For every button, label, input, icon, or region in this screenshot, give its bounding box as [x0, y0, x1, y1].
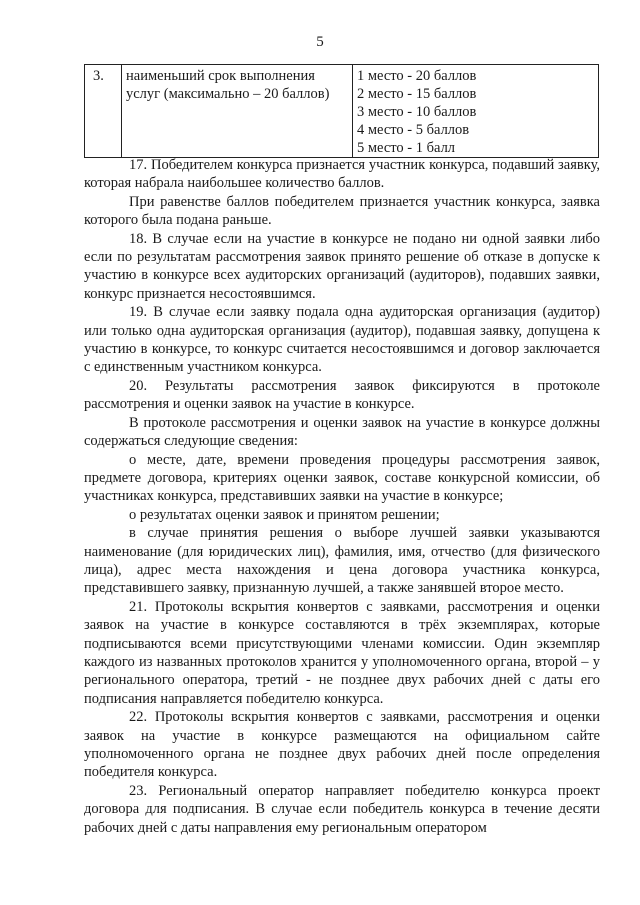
page-number: 5 — [316, 34, 324, 50]
points-line: 1 место - 20 баллов — [357, 68, 477, 84]
table-row — [85, 65, 599, 158]
paragraph-23: 23. Региональный оператор направляет победителю конкурса проект договора для подписания. В случае если победитель конкурса в течение десяти рабочих дней с даты направления ему региональным оператором — [84, 782, 600, 836]
paragraph-19: 19. В случае если заявку подала одна аудиторская организация (аудитор) или только одна аудиторская организация (аудитор), подавшая заявку, допущена к участию в конкурсе, то конкурс считается несостоявшимся и договор заключается с единственным участником конкурса. — [84, 304, 600, 376]
paragraph-20-item-place: о месте, дате, времени проведения процедуры рассмотрения заявок, предмете договора, критериях оценки заявок, составе конкурсной комиссии, об участниках конкурса, представивших заявки на участие в конкурсе; — [84, 451, 600, 505]
points-line: 3 место - 10 баллов — [357, 104, 477, 120]
criterion-points — [353, 65, 599, 158]
paragraph-21: 21. Протоколы вскрытия конвертов с заявками, рассмотрения и оценки заявок на участие в конкурсе составляются в трёх экземплярах, которые подписываются всеми присутствующими членами комиссии. Один экземпляр каждого из названных протоколов хранится у уполномоченного органа, второй – у регионального оператора, третий - не позднее двух рабочих дней с даты его подписания направляется победителю конкурса. — [84, 598, 600, 707]
points-line: 4 место - 5 баллов — [357, 122, 470, 138]
criterion-name: наименьший срок выполнения услуг (максимально – 20 баллов) — [122, 65, 353, 158]
document-body — [84, 156, 600, 837]
paragraph-17: 17. Победителем конкурса признается участник конкурса, подавший заявку, которая набрала наибольшее количество баллов. — [84, 157, 600, 192]
points-line: 5 место - 1 балл — [357, 140, 456, 156]
paragraph-20-item-best: в случае принятия решения о выборе лучшей заявки указываются наименование (для юридических лиц), фамилия, имя, отчество (для физического лица), адрес места нахождения и цена договора участника конкурса, представившего заявку, признанную лучшей, а также занявшей второе место. — [84, 525, 600, 597]
points-line: 2 место - 15 баллов — [357, 86, 477, 102]
paragraph-22: 22. Протоколы вскрытия конвертов с заявками, рассмотрения и оценки заявок на участие в конкурсе размещаются на официальном сайте уполномоченного органа не позднее двух рабочих дней после определения победителя конкурса. — [84, 709, 600, 781]
paragraph-18: 18. В случае если на участие в конкурсе не подано ни одной заявки либо если по результатам рассмотрения заявок принято решение об отказе в допуске к участию в конкурсе всех аудиторских организаций (аудиторов), подавших заявки, конкурс признается несостоявшимся. — [84, 230, 600, 302]
paragraph-17-tie: При равенстве баллов победителем признается участник конкурса, заявка которого была подана раньше. — [84, 193, 600, 229]
paragraph-20-item-results: о результатах оценки заявок и принятом решении; — [129, 506, 440, 523]
paragraph-20-protocol: В протоколе рассмотрения и оценки заявок на участие в конкурсе должны содержаться следующие сведения: — [84, 414, 600, 450]
criterion-number: 3. — [85, 65, 122, 158]
paragraph-20: 20. Результаты рассмотрения заявок фиксируются в протоколе рассмотрения и оценки заявок на участие в конкурсе. — [84, 377, 600, 413]
criteria-table — [84, 64, 599, 158]
